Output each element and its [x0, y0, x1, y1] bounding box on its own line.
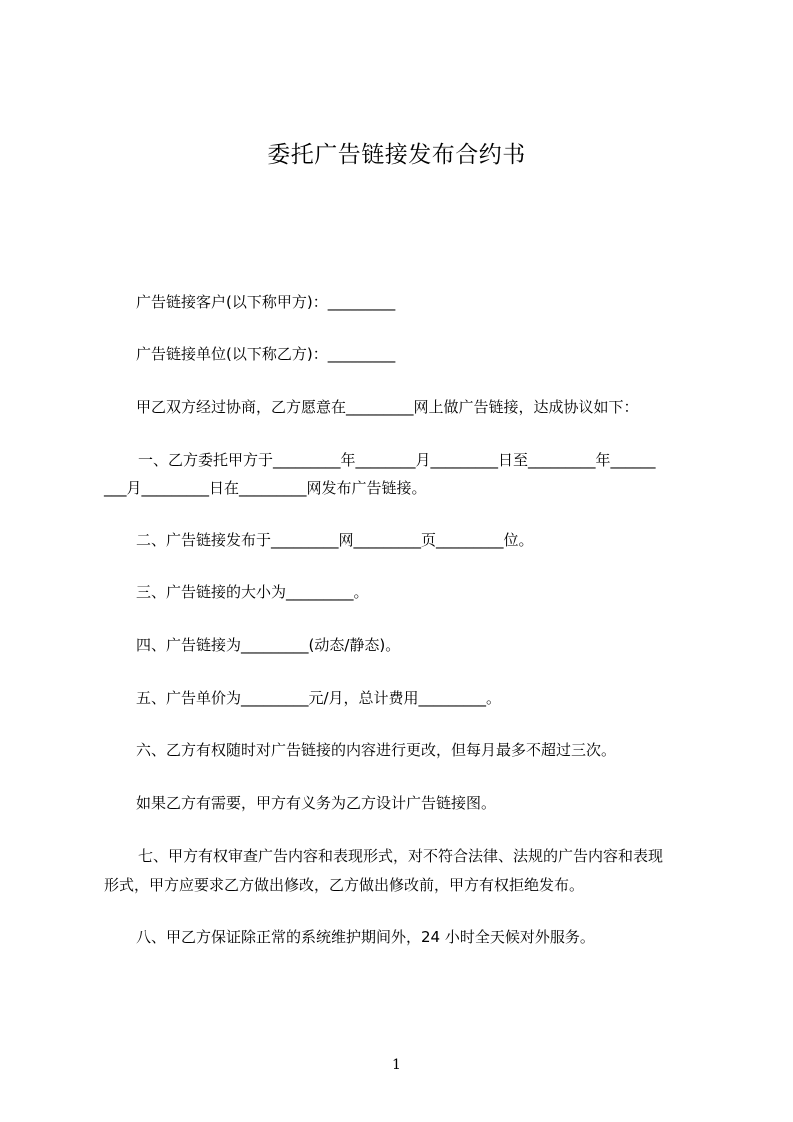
clause-4: 四、广告链接为_________(动态/静态)。: [136, 636, 401, 654]
clause-6-extra: 如果乙方有需要，甲方有义务为乙方设计广告链接图。: [136, 794, 497, 812]
provider-line: 广告链接单位(以下称乙方)：_________: [136, 345, 396, 363]
clause-6: 六、乙方有权随时对广告链接的内容进行更改，但每月最多不超过三次。: [136, 741, 617, 759]
clause-1-line-2: ___月_________日在_________网发布广告链接。: [104, 479, 427, 497]
page-number: 1: [392, 1057, 401, 1073]
client-line: 广告链接客户(以下称甲方)：_________: [136, 293, 396, 311]
clause-8: 八、甲乙方保证除正常的系统维护期间外，24 小时全天候对外服务。: [136, 928, 595, 946]
clause-1-line-1: 一、乙方委托甲方于_________年________月_________日至_________年______: [138, 451, 656, 469]
clause-3: 三、广告链接的大小为_________。: [136, 583, 369, 601]
clause-2: 二、广告链接发布于_________网_________页_________位。: [136, 531, 534, 549]
intro-paragraph: 甲乙双方经过协商，乙方愿意在_________网上做广告链接，达成协议如下：: [136, 398, 639, 416]
clause-7-line-1: 七、甲方有权审查广告内容和表现形式，对不符合法律、法规的广告内容和表现: [138, 847, 664, 865]
clause-5: 五、广告单价为_________元/月，总计费用_________。: [136, 689, 502, 707]
document-title: 委托广告链接发布合约书: [267, 142, 526, 168]
clause-7-line-2: 形式，甲方应要求乙方做出修改，乙方做出修改前，甲方有权拒绝发布。: [104, 876, 585, 894]
